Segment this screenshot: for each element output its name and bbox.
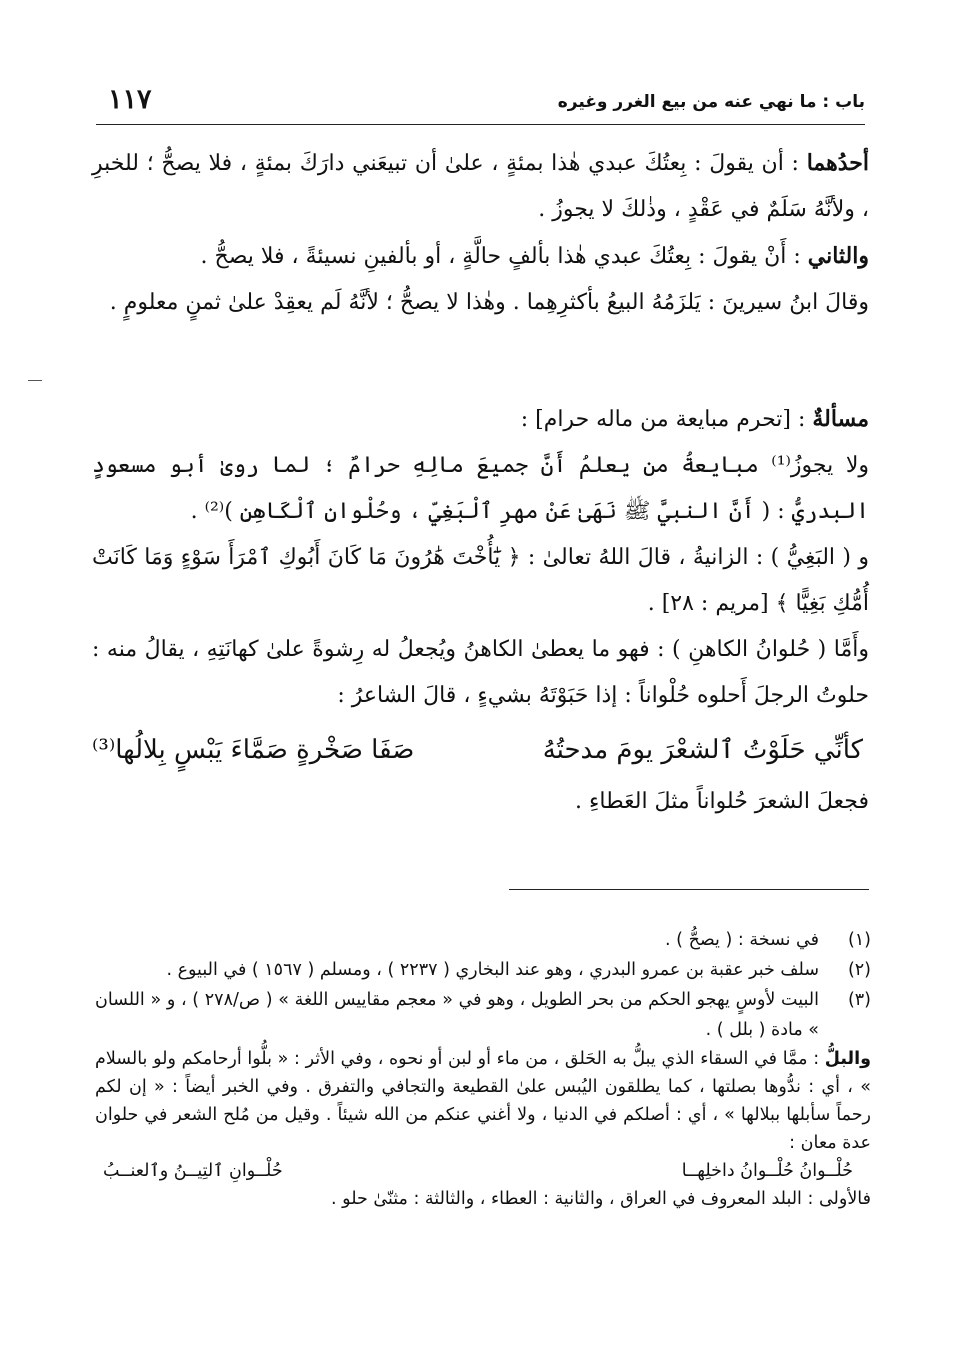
paragraph-first-lead: أحدُهما xyxy=(806,150,869,176)
footnotes xyxy=(95,925,871,1213)
footnote-last-line: فالأولى : البلد المعروف في العراق ، والثانية : العطاء ، والثالثة : مثنّىٰ حلو . xyxy=(331,1189,871,1209)
masala-lead: مسألةٌ xyxy=(812,406,869,432)
poem-verse xyxy=(92,727,869,773)
footnote-poem-first: حُلْــوانُ حُلْــوانُ داخلِهــا xyxy=(681,1161,853,1181)
masala-title: : [تحرم مبايعة من ماله حرام] : xyxy=(520,407,813,432)
verse-second-hemistich: صَفَا صَخْرةٍ صَمَّاءَ يَبْسٍ بِلالُها⁽³⁾ xyxy=(92,735,415,765)
footnote xyxy=(95,925,871,955)
footnote-poem xyxy=(95,1157,871,1185)
main-text xyxy=(92,140,869,825)
paragraph-prohibition: ولا يجوزُ⁽¹⁾ مبايعةُ من يعلمُ أَنَّ جميعَ مالِهِ حرامٌ ؛ لما روىٰ أبو مسعودٍ البدريُّ : ( أَنَّ النبيَّ ﷺ نَهَىٰ عَنْ مهرِ ٱلْبَغِيِّ ، وحُلْوانِ ٱلْكَاهِنِ )⁽²⁾ . xyxy=(92,453,869,524)
paragraph-baghi: و ( البَغِيُّ ) : الزانيةُ ، قالَ اللهُ تعالىٰ : ﴿ يَٰٓأُخْتَ هَٰرُونَ مَا كَانَ أَبُوكِ ٱمْرَأَ سَوْءٍ وَمَا كَانَتْ أُمُّكِ بَغِيًّا ﴾ [مريم : ٢٨] . xyxy=(92,545,869,616)
footnote-poem-second: حُلْــوانِ ٱلتِيــنُ وٱلعنــبُ xyxy=(103,1161,283,1181)
paragraph-first-text: : أن يقولَ : بِعتُكَ عبدي هٰذا بمئةٍ ، علىٰ أن تبيعَني دارَكَ بمئةٍ ، فلا يصحُّ ؛ للخبرِ ، ولأنَّهُ سَلَمٌ في عَقْدٍ ، وذٰلكَ لا يجوزُ . xyxy=(92,151,869,222)
paragraph-ibn-sirin: وقالَ ابنُ سيرينَ : يَلزَمُهُ البيعُ بأكثرِهِما . وهٰذا لا يصحُّ ؛ لأنَّهُ لَم يعقِدْ علىٰ ثمنٍ معلومٍ . xyxy=(109,290,869,315)
paragraph-hulwan: وأَمَّا ( حُلوانُ الكاهنِ ) : فهو ما يعطىٰ الكاهنُ ويُجعلُ له رِشوةً علىٰ كهانَتِهِ ، يقالُ منه : حلوتُ الرجلَ أَحلوه حُلْواناً : إذا حَبَوْتَهُ بشيءٍ ، قالَ الشاعرُ : xyxy=(92,637,869,708)
footnote xyxy=(95,955,871,985)
footnote-separator xyxy=(509,889,869,890)
footnote-number: (٣) xyxy=(847,990,871,1010)
footnote-text: البيت لأوسٍ يهجو الحكم من بحر الطويل ، وهو في « معجم مقاييس اللغة » ( ص/٢٧٨ ) ، و « اللسان » مادة ( بلل ) . xyxy=(95,990,819,1040)
footnote-number: (٢) xyxy=(847,960,871,980)
footnote-text: سلف خبر عقبة بن عمرو البدري ، وهو عند البخاري ( ٢٢٣٧ ) ، ومسلم ( ١٥٦٧ ) في البيوع . xyxy=(166,960,819,980)
paragraph-second-text: : أَنْ يقولَ : بِعتُكَ عبدي هٰذا بألفٍ حالَّةٍ ، أو بألفينِ نسيئةً ، فلا يصحُّ . xyxy=(200,244,808,269)
footnote-text: في نسخة : ( يصحُّ ) . xyxy=(665,930,819,950)
footnote-number: (١) xyxy=(847,930,871,950)
running-title: باب : ما نهي عنه من بيع الغرر وغيره xyxy=(557,92,865,112)
paragraph-second-lead: والثاني xyxy=(807,243,869,269)
paragraph-second xyxy=(92,233,869,280)
footnote xyxy=(95,985,871,1045)
commentary-lead: والبلُّ xyxy=(824,1049,871,1069)
footnote-commentary xyxy=(95,1045,871,1157)
paragraph-first xyxy=(92,140,869,233)
margin-mark xyxy=(28,380,42,381)
commentary-text: : ممَّا في السقاء الذي يبلُّ به الحَلق ، من ماء أو لبن أو نحوه ، وفي الأثر : « بلُّوا أرحامكم ولو بالسلام » ، أي : ندُّوها بصلتها ، كما يطلقون اليُبس علىٰ القطيعة والتجافي والتفرق . وفي الخبر أيضاً : « إن لكم رحماً سأبلها ببلالها » ، أي : أصلكم في الدنيا ، ولا أغني عنكم من الله شيئاً . وقيل من مُلح الشعر في حلوان عدة معان : xyxy=(95,1049,871,1153)
page-number: ١١٧ xyxy=(108,84,152,115)
running-header xyxy=(96,84,865,125)
verse-first-hemistich: كأنِّي حَلَوْتُ ٱلشعْرَ يومَ مدحتُهُ xyxy=(542,735,863,765)
masala-heading xyxy=(92,396,869,443)
paragraph-conclusion: فجعلَ الشعرَ حُلواناً مثلَ العَطاءِ . xyxy=(575,789,869,814)
